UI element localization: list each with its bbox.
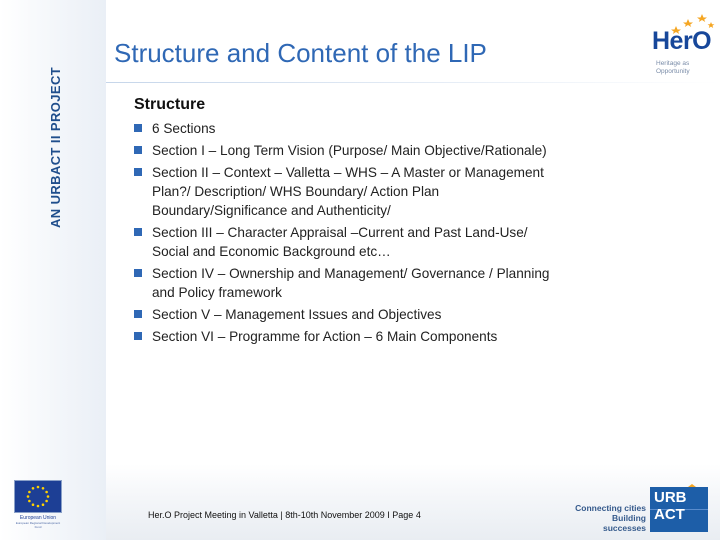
bullet-text: Section II – Context – Valletta – WHS – A Master or Management Plan?/ Description/ WHS Boundary/ Action Plan Boundary/Significance and Authenticity/ xyxy=(152,165,544,218)
bullet-text: 6 Sections xyxy=(152,121,216,136)
list-item xyxy=(132,327,552,346)
hero-logo-text: HerO xyxy=(652,27,712,55)
bullet-text: Section V – Management Issues and Objectives xyxy=(152,307,442,322)
list-item xyxy=(132,223,552,261)
connecting-cities-tagline: Connecting cities Building successes xyxy=(575,503,646,533)
square-bullet-icon xyxy=(134,146,142,154)
project-vertical-label: AN URBACT II PROJECT xyxy=(48,66,63,228)
square-bullet-icon xyxy=(134,310,142,318)
square-bullet-icon xyxy=(134,124,142,132)
square-bullet-icon xyxy=(134,228,142,236)
hero-tagline: Heritage as Opportunity xyxy=(656,60,690,75)
list-item xyxy=(132,163,552,220)
square-bullet-icon xyxy=(134,269,142,277)
footer-text: Her.O Project Meeting in Valletta | 8th-10th November 2009 I Page 4 xyxy=(148,510,421,520)
eu-logo xyxy=(14,480,62,528)
eu-label: European Union xyxy=(19,515,57,521)
section-heading: Structure xyxy=(134,96,206,113)
square-bullet-icon xyxy=(134,332,142,340)
eu-sublabel: European Regional Development Fund xyxy=(15,521,61,529)
bullet-text: Section VI – Programme for Action – 6 Main Components xyxy=(152,329,498,344)
title-divider xyxy=(106,82,720,83)
list-item xyxy=(132,119,552,138)
bullet-list xyxy=(132,119,552,349)
list-item xyxy=(132,305,552,324)
list-item xyxy=(132,141,552,160)
bullet-text: Section IV – Ownership and Management/ Governance / Planning and Policy framework xyxy=(152,266,550,300)
slide-title: Structure and Content of the LIP xyxy=(114,38,487,68)
urbact-logo-text: URB ACT xyxy=(654,489,687,523)
square-bullet-icon xyxy=(134,168,142,176)
bullet-text: Section III – Character Appraisal –Current and Past Land-Use/ Social and Economic Background etc… xyxy=(152,225,528,259)
left-sidebar xyxy=(0,0,106,540)
list-item xyxy=(132,264,552,302)
eu-flag-icon xyxy=(14,480,62,513)
bullet-text: Section I – Long Term Vision (Purpose/ Main Objective/Rationale) xyxy=(152,143,547,158)
